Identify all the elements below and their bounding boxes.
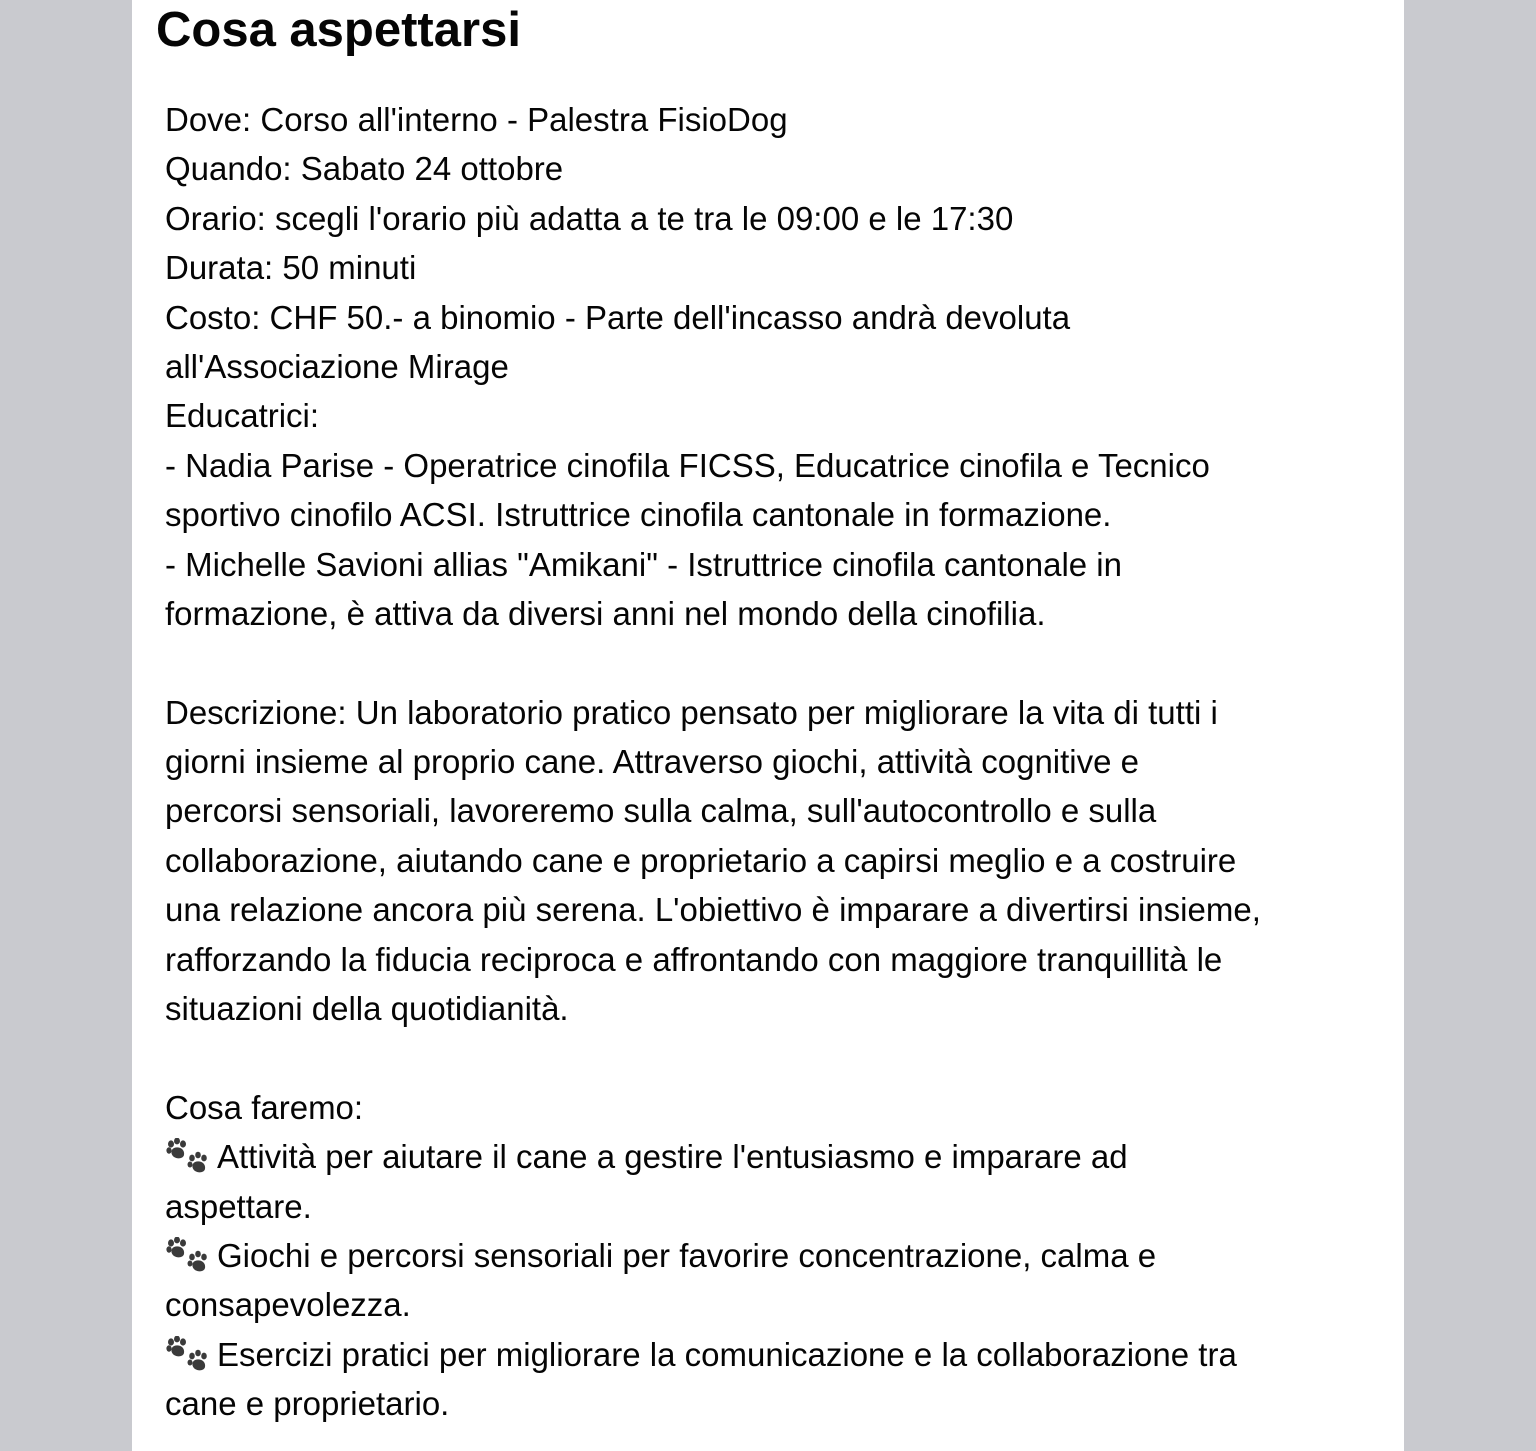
detail-durata: Durata: 50 minuti <box>165 249 417 287</box>
cosa-faremo-label: Cosa faremo: <box>165 1088 364 1126</box>
list-item-text: Giochi e percorsi sensoriali per favorire concentrazione, calma e <box>217 1236 1157 1274</box>
descrizione-line: rafforzando la fiducia reciproca e affrontando con maggiore tranquillità le <box>165 940 1223 978</box>
detail-costo: Costo: CHF 50.- a binomio - Parte dell'incasso andrà devoluta <box>165 298 1071 336</box>
list-item-cont: consapevolezza. <box>165 1286 411 1324</box>
educatrici-label: Educatrici: <box>165 397 320 435</box>
detail-orario: Orario: scegli l'orario più adatta a te tra le 09:00 e le 17:30 <box>165 199 1014 237</box>
educatrice-2-cont: formazione, è attiva da diversi anni nel mondo della cinofilia. <box>165 594 1046 632</box>
paw-prints-icon <box>165 1237 209 1273</box>
list-item-cont: aspettare. <box>165 1187 312 1225</box>
detail-quando: Quando: Sabato 24 ottobre <box>165 150 564 188</box>
educatrice-1: - Nadia Parise - Operatrice cinofila FICSS, Educatrice cinofila e Tecnico <box>165 446 1210 484</box>
paragraph-gap <box>165 1033 1385 1082</box>
list-item-text: Esercizi pratici per migliorare la comunicazione e la collaborazione tra <box>217 1335 1237 1373</box>
descrizione-line: situazioni della quotidianità. <box>165 990 569 1028</box>
section-title: Cosa aspettarsi <box>156 3 521 57</box>
list-item <box>165 1231 1385 1280</box>
descrizione-line: percorsi sensoriali, lavoreremo sulla calma, sull'autocontrollo e sulla <box>165 792 1157 830</box>
paw-prints-icon <box>165 1336 209 1372</box>
post-card <box>132 0 1404 1451</box>
list-item-cont: cane e proprietario. <box>165 1385 450 1423</box>
detail-costo-cont: all'Associazione Mirage <box>165 347 509 385</box>
educatrice-1-cont: sportivo cinofilo ACSI. Istruttrice cinofila cantonale in formazione. <box>165 496 1112 534</box>
educatrice-2: - Michelle Savioni allias "Amikani" - Istruttrice cinofila cantonale in <box>165 545 1122 583</box>
paragraph-gap <box>165 638 1385 687</box>
descrizione-line: una relazione ancora più serena. L'obiettivo è imparare a divertirsi insieme, <box>165 891 1261 929</box>
descrizione-line: giorni insieme al proprio cane. Attraverso giochi, attività cognitive e <box>165 743 1139 781</box>
descrizione-line: Descrizione: Un laboratorio pratico pensato per migliorare la vita di tutti i <box>165 693 1218 731</box>
list-item <box>165 1330 1385 1379</box>
descrizione-line: collaborazione, aiutando cane e proprietario a capirsi meglio e a costruire <box>165 841 1237 879</box>
detail-dove: Dove: Corso all'interno - Palestra FisioDog <box>165 101 788 138</box>
list-item <box>165 1132 1385 1181</box>
post-body <box>165 95 1385 1429</box>
paw-prints-icon <box>165 1138 209 1174</box>
list-item-text: Attività per aiutare il cane a gestire l'entusiasmo e imparare ad <box>217 1138 1128 1176</box>
